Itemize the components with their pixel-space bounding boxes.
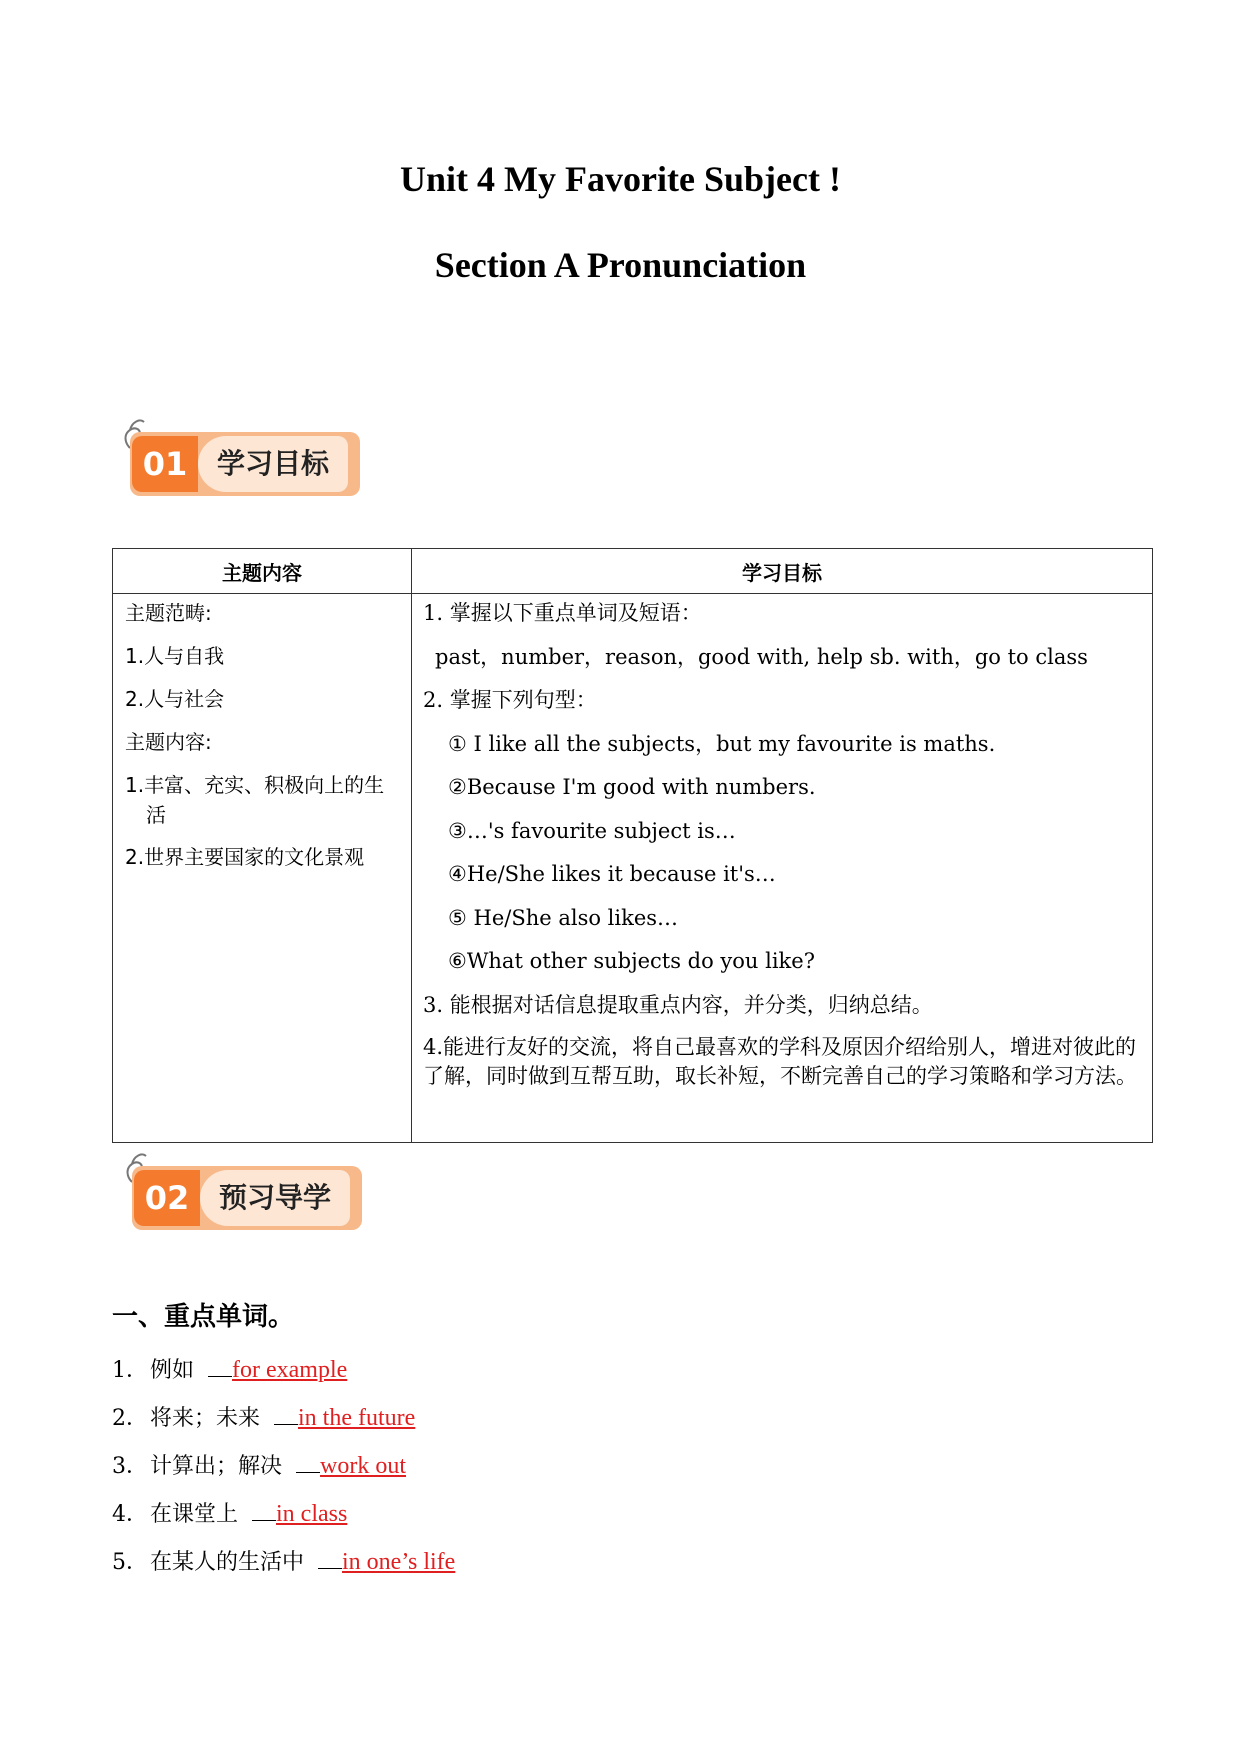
- goals-cell: [412, 594, 1153, 1143]
- item-number: 4．: [112, 1502, 148, 1527]
- item-answer: in the future: [298, 1405, 416, 1431]
- vocab-heading: 一、重点单词。: [112, 1302, 295, 1332]
- key-words: past，number，reason，good with, help sb. with，go to class: [435, 644, 1088, 669]
- list-item: [112, 1353, 912, 1401]
- sentence-pattern: ⑤ He/She also likes…: [448, 905, 679, 930]
- topic-line: 1.丰富、充实、积极向上的生活: [125, 773, 385, 827]
- item-chinese: 例如: [150, 1358, 195, 1383]
- item-number: 3．: [112, 1454, 148, 1479]
- item-answer: for example: [232, 1357, 348, 1383]
- section-title: Section A Pronunciation: [434, 245, 807, 285]
- topic-line: 2.人与社会: [125, 687, 225, 711]
- badge-number: 01: [132, 436, 198, 492]
- topic-cell: [113, 594, 412, 1143]
- table-header-topic: 主题内容: [113, 549, 412, 594]
- item-chinese: 在某人的生活中: [150, 1550, 305, 1575]
- list-item: [112, 1545, 912, 1593]
- goal-line: 4.能进行友好的交流，将自己最喜欢的学科及原因介绍给别人，增进对彼此的了解，同时做到互帮互助，取长补短，不断完善自己的学习策略和学习方法。: [423, 1035, 1137, 1088]
- goal-line: 2. 掌握下列句型：: [423, 688, 597, 712]
- list-item: [112, 1449, 912, 1497]
- badge-label: 学习目标: [198, 436, 348, 492]
- item-chinese: 将来；未来: [150, 1406, 261, 1431]
- item-chinese: 在课堂上: [150, 1502, 239, 1527]
- topic-line: 1.人与自我: [125, 644, 225, 668]
- table-header-goals: 学习目标: [412, 549, 1153, 594]
- item-chinese: 计算出；解决: [150, 1454, 283, 1479]
- item-answer: in class: [276, 1501, 348, 1527]
- item-number: 2．: [112, 1406, 148, 1431]
- section-badge-02: [120, 1146, 365, 1246]
- sentence-pattern: ③…'s favourite subject is…: [448, 818, 736, 843]
- item-answer: work out: [320, 1453, 407, 1479]
- item-number: 5．: [112, 1550, 148, 1575]
- goal-line: 3. 能根据对话信息提取重点内容，并分类，归纳总结。: [423, 992, 933, 1017]
- answer-blank: [296, 1450, 320, 1473]
- goal-line: 1. 掌握以下重点单词及短语：: [423, 601, 702, 625]
- list-item: [112, 1497, 912, 1545]
- answer-blank: [274, 1402, 298, 1425]
- learning-goals-table: [112, 548, 1153, 1143]
- sentence-pattern: ④He/She likes it because it's…: [448, 862, 776, 886]
- badge-label: 预习导学: [200, 1170, 350, 1226]
- answer-blank: [252, 1498, 276, 1521]
- answer-blank: [208, 1354, 232, 1377]
- topic-line: 2.世界主要国家的文化景观: [125, 845, 365, 869]
- sentence-pattern: ① I like all the subjects，but my favourite is maths.: [448, 731, 996, 756]
- list-item: [112, 1401, 912, 1449]
- sentence-pattern: ⑥What other subjects do you like?: [448, 949, 815, 973]
- sentence-pattern: ②Because I'm good with numbers.: [448, 775, 816, 799]
- item-answer: in one’s life: [342, 1549, 456, 1575]
- topic-line: 主题范畴:: [125, 601, 212, 625]
- topic-line: 主题内容:: [125, 730, 212, 754]
- vocab-list: [112, 1353, 912, 1593]
- unit-title: Unit 4 My Favorite Subject !: [400, 159, 841, 199]
- item-number: 1．: [112, 1358, 148, 1383]
- answer-blank: [318, 1546, 342, 1569]
- badge-number: 02: [134, 1170, 200, 1226]
- section-badge-01: [118, 412, 363, 512]
